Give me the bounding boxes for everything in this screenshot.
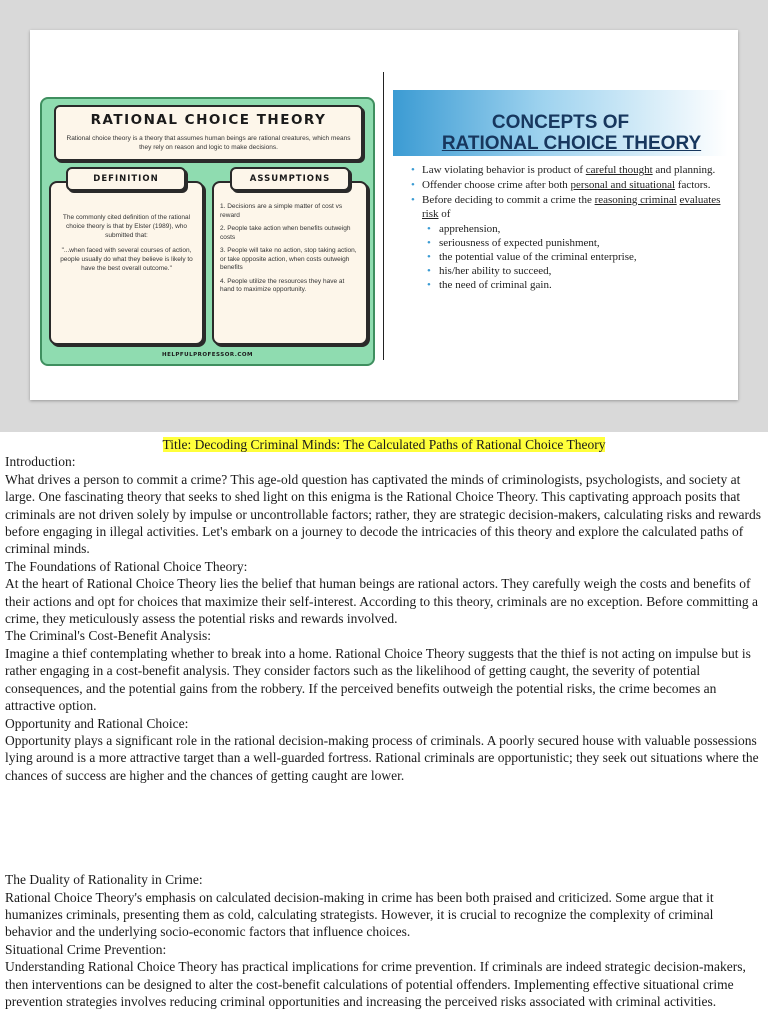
assumption-item: 4. People utilize the resources they have at hand to maximize opportunity. (220, 277, 345, 293)
image-band (0, 0, 768, 432)
sub-bullet-text: seriousness of expected punishment, (439, 237, 600, 249)
concept-sub-bullet (411, 264, 728, 278)
bullet-underline: personal and situational (570, 179, 676, 191)
bullet-underline: careful thought (585, 164, 653, 176)
sub-bullet-text: the need of criminal gain. (439, 279, 552, 291)
section-heading: Introduction: (5, 454, 76, 470)
section-paragraph: Rational Choice Theory's emphasis on calculated decision-making in crime has been both praised and criticized. Some argue that it humanizes criminals, presenting them as cold, calculating strategists. However, it is crucial to recognize the complexity of criminal behavior and the underlying socio-economic factors that influence choices. (5, 889, 714, 940)
bullet-icon: • (427, 279, 431, 291)
definition-quote: "...when faced with several courses of action, people usually do what they believe is likely to have the best overall outcome." (60, 247, 193, 272)
concepts-list (411, 163, 728, 292)
assumption-item: 3. People will take no action, stop taking action, or take opposite action, when costs outweigh benefits (220, 247, 357, 271)
concept-bullet (411, 163, 728, 177)
bullet-text: and planning. (652, 164, 716, 176)
infographic-header (54, 105, 363, 161)
assumption-item: 2. People take action when benefits outweigh costs (220, 225, 351, 241)
assumptions-label: ASSUMPTIONS (230, 167, 350, 191)
concepts-title-line2: RATIONAL CHOICE THEORY (441, 133, 702, 154)
sub-bullet-text: the potential value of the criminal enterprise, (439, 251, 637, 263)
infographic-title: RATIONAL CHOICE THEORY (90, 112, 327, 128)
rational-choice-infographic (40, 97, 375, 366)
sub-bullet-text: his/her ability to succeed, (439, 265, 552, 277)
infographic-footer: HELPFULPROFESSOR.COM (161, 352, 254, 358)
section-heading: Opportunity and Rational Choice: (5, 715, 189, 731)
section-heading: The Duality of Rationality in Crime: (5, 872, 203, 888)
article-title-highlight: Title: Decoding Criminal Minds: The Calculated Paths of Rational Choice Theory (162, 437, 606, 452)
concept-bullet (411, 193, 728, 221)
section-heading: The Criminal's Cost-Benefit Analysis: (5, 628, 212, 644)
bullet-text: Offender choose crime after both (422, 179, 571, 191)
concepts-header (393, 90, 728, 156)
bullet-text: factors. (675, 179, 711, 191)
blank-space (5, 784, 763, 871)
concepts-title-line1: CONCEPTS OF (491, 112, 630, 133)
section-paragraph: Opportunity plays a significant role in the rational decision-making process of criminals. A poorly secured house with valuable possessions lying around is a more attractive target than a well-guarded fortress. Rational criminals are opportunistic; they seek out situations where the chances of success are higher and the chances of getting caught are lower. (5, 732, 759, 783)
bullet-icon: • (411, 179, 415, 191)
section-paragraph: Understanding Rational Choice Theory has practical implications for crime prevention. If criminals are indeed strategic decision-makers, then interventions can be designed to alter the cost-benefit calculations of potential offenders. Implementing effective situational crime prevention strategies involves reducing criminal opportunities and increasing the perceived risks associated with criminal activities. (5, 959, 746, 1009)
sub-bullet-text: apprehension, (439, 223, 501, 235)
bullet-text: of (438, 208, 451, 220)
bullet-icon: • (411, 194, 415, 206)
bullet-text: Before deciding to commit a crime the (422, 194, 595, 206)
concept-sub-bullet (411, 278, 728, 292)
concept-sub-bullet (411, 222, 728, 236)
section-paragraph: What drives a person to commit a crime? This age-old question has captivated the minds of criminologists, psychologists, and society at large. One fascinating theory that seeks to shed light on this enigma is the Rational Choice Theory. This captivating approach posits that criminals are not driven solely by impulse or uncontrollable factors; rather, they are strategic decision-makers, calculating risks and rewards before engaging in illegal activities. Let's embark on a journey to decode the intricacies of this theory and explore the calculated paths of criminal minds. (5, 471, 761, 557)
bullet-text: Law violating behavior is product of (422, 164, 586, 176)
concept-sub-bullet (411, 250, 728, 264)
article-body (5, 436, 763, 1010)
assumption-item: 1. Decisions are a simple matter of cost vs reward (220, 203, 343, 219)
infographic-intro: Rational choice theory is a theory that assumes human beings are rational creatures, which means they rely on reason and logic to make decisions. (66, 135, 351, 151)
concept-bullet (411, 178, 728, 192)
assumptions-list (220, 203, 360, 300)
bullet-icon: • (411, 164, 415, 176)
bullet-icon: • (427, 251, 431, 263)
concept-sub-bullet (411, 236, 728, 250)
definition-card (49, 181, 204, 345)
bullet-icon: • (427, 265, 431, 277)
section-heading: Situational Crime Prevention: (5, 941, 167, 957)
section-paragraph: Imagine a thief contemplating whether to break into a home. Rational Choice Theory suggests that the thief is not acting on impulse but is rather engaging in a cost-benefit analysis. They consider factors such as the likelihood of getting caught, the severity of potential consequences, and the potential gains from the robbery. If the perceived benefits outweigh the potential risks, the crime becomes an attractive option. (5, 645, 751, 714)
section-heading: The Foundations of Rational Choice Theory: (5, 558, 248, 574)
slide-divider (383, 72, 384, 360)
embedded-slide-image (30, 30, 738, 400)
concepts-slide (393, 90, 728, 340)
bullet-icon: • (427, 237, 431, 249)
definition-body: The commonly cited definition of the rational choice theory is that by Elster (1989), who submitted that: (62, 214, 191, 239)
section-paragraph: At the heart of Rational Choice Theory lies the belief that human beings are rational actors. They carefully weigh the costs and benefits of their actions and opt for choices that maximize their self-interest. According to this theory, criminals are no exception. Before committing a crime, they meticulously assess the potential risks and rewards involved. (5, 576, 759, 627)
bullet-icon: • (427, 223, 431, 235)
bullet-underline: evaluates risk (422, 194, 721, 220)
article-title (5, 436, 763, 453)
bullet-underline: reasoning criminal (594, 194, 677, 206)
definition-text (57, 213, 196, 279)
assumptions-card (212, 181, 368, 345)
definition-label: DEFINITION (66, 167, 186, 191)
